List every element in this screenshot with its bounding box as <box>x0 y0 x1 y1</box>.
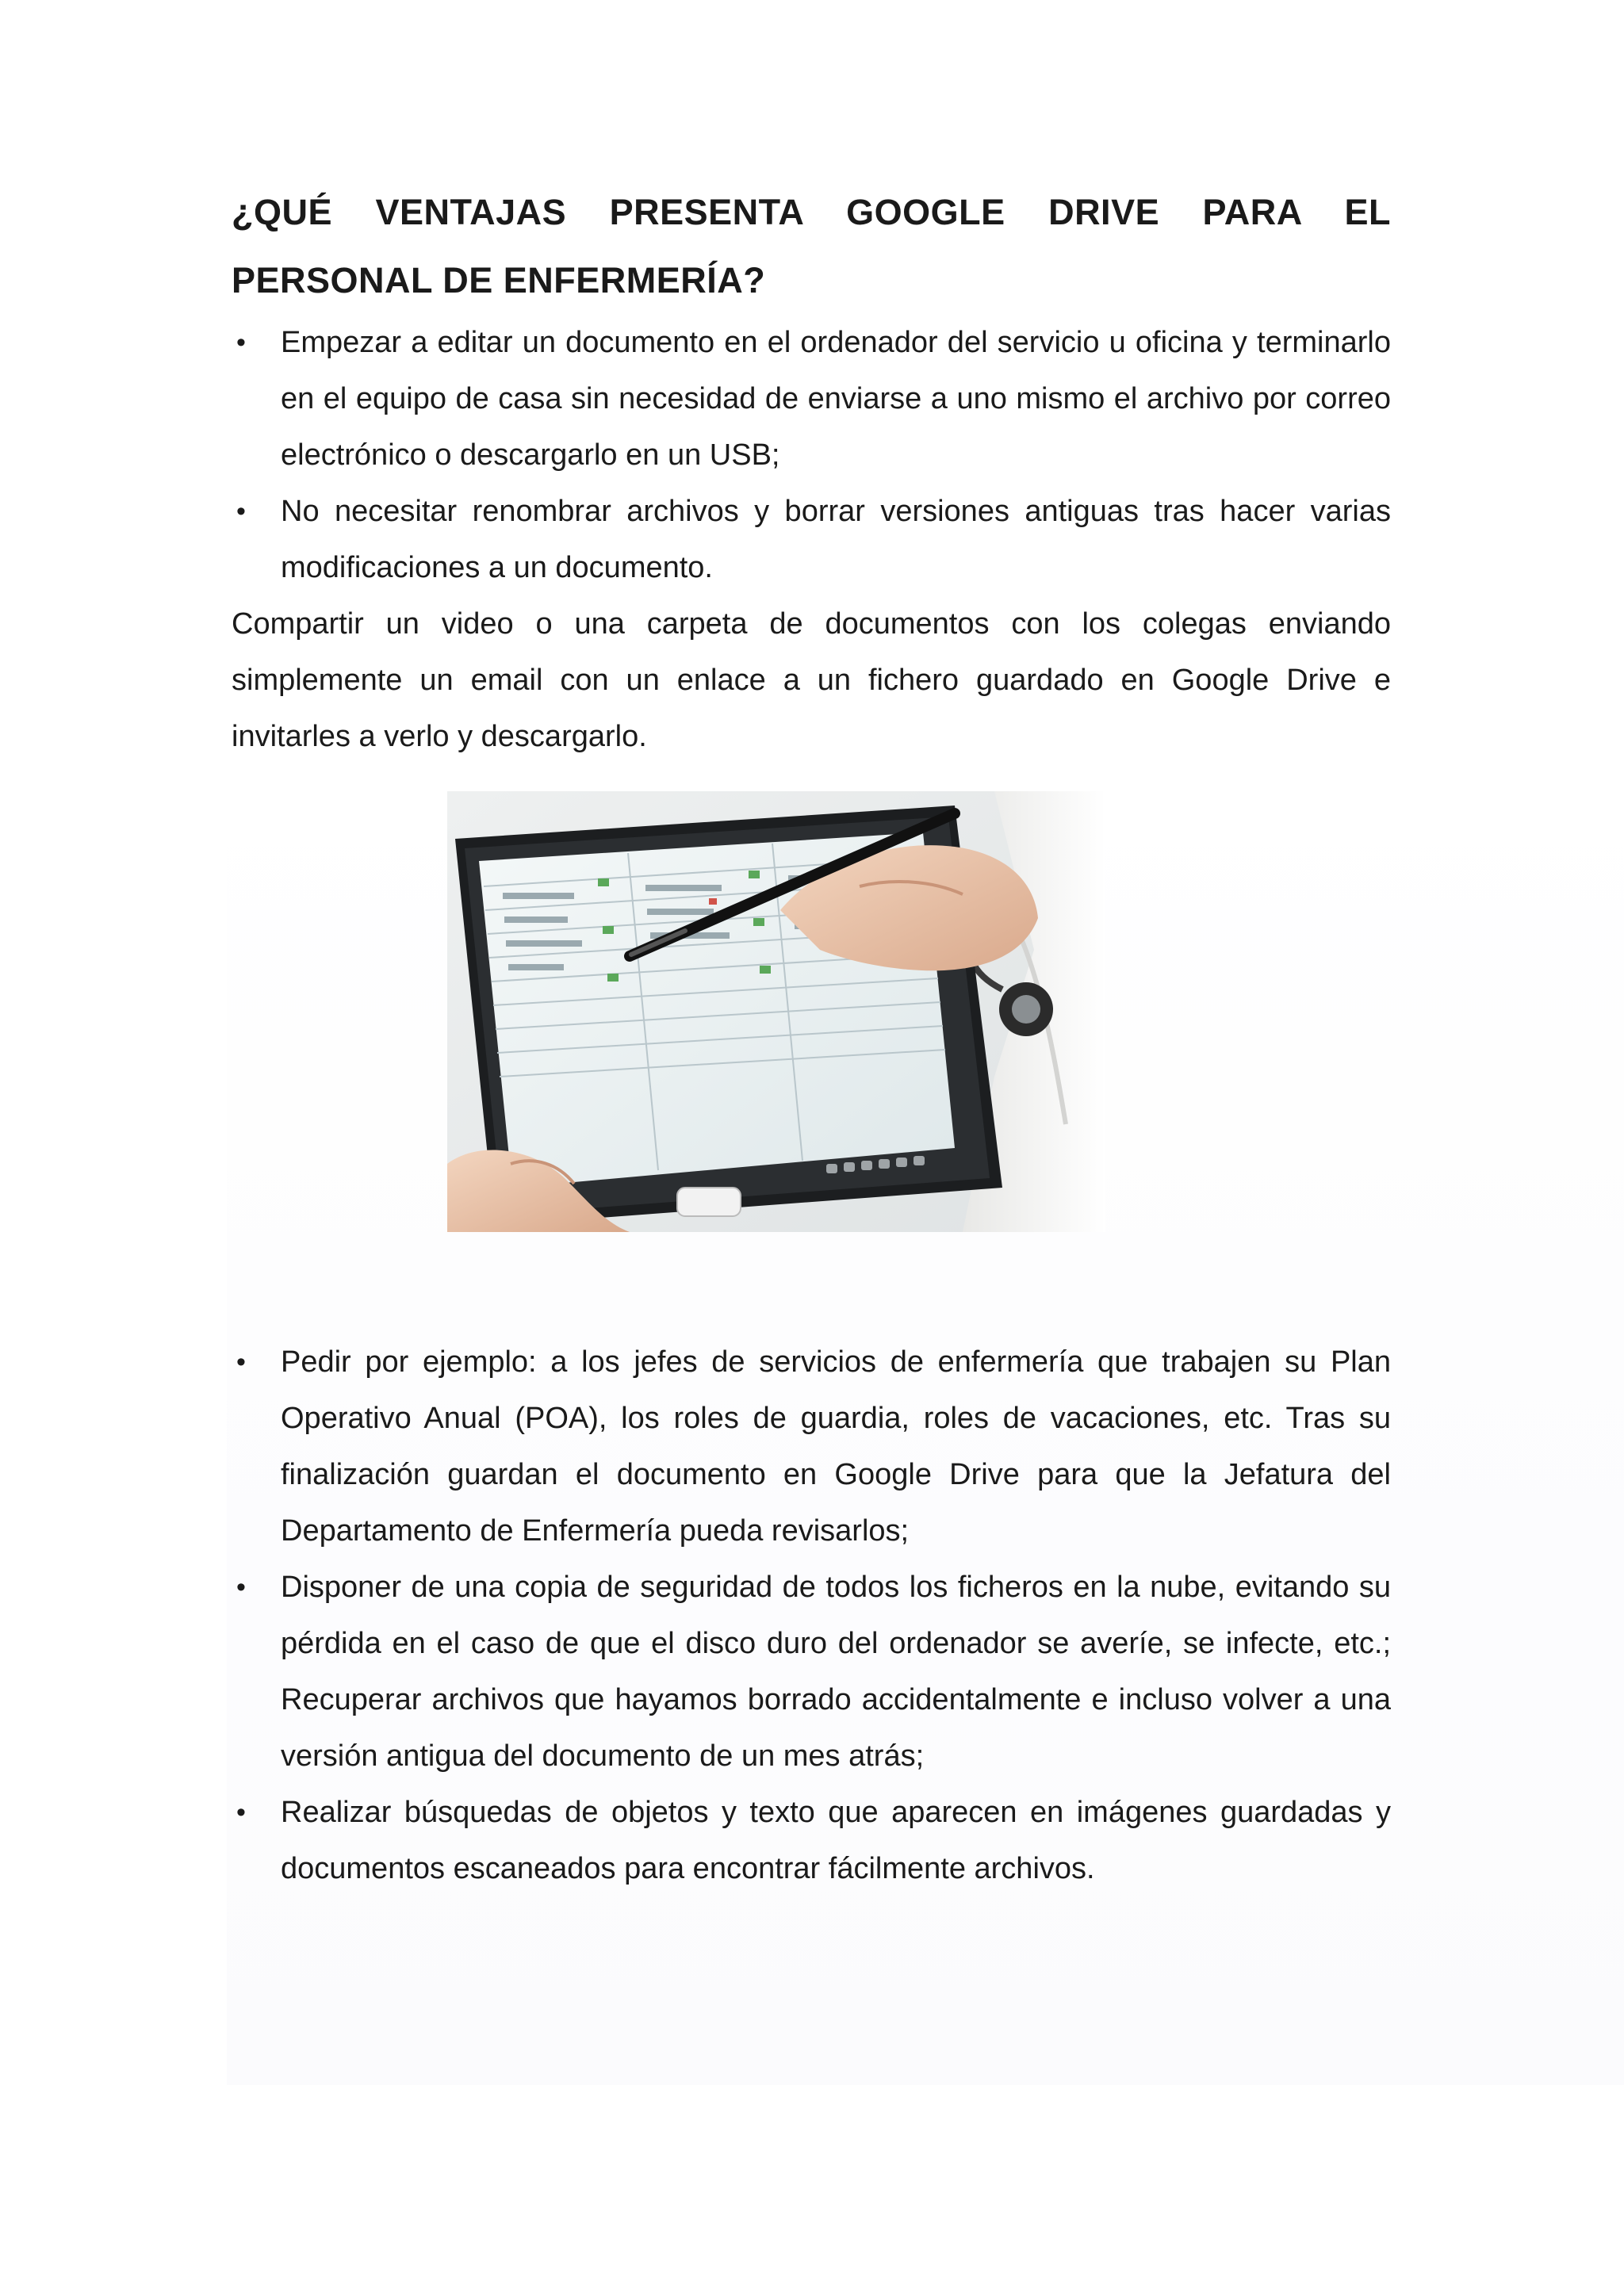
share-paragraph: Compartir un video o una carpeta de documentos con los colegas enviando simplemente un email con un enlace a un fichero guardado en Google Drive e invitarles a verlo y descargarlo. <box>232 607 1391 753</box>
bullet-icon: • <box>236 1797 246 1827</box>
list-item <box>232 484 1391 596</box>
document-title <box>232 178 1391 315</box>
list-item <box>232 315 1391 484</box>
bottom-section <box>232 1334 1391 1897</box>
title-line-2: PERSONAL DE ENFERMERÍA? <box>232 260 766 300</box>
list-item <box>232 1334 1391 1559</box>
bullet-icon: • <box>236 496 246 526</box>
list-item-text: Pedir por ejemplo: a los jefes de servicios de enfermería que trabajen su Plan Operativo Anual (POA), los roles de guardia, roles de vacaciones, etc. Tras su finalización guardan el documento en Google Drive para que la Jefatura del Departamento de Enfermería pueda revisarlos; <box>281 1345 1391 1548</box>
bullet-icon: • <box>236 1572 246 1602</box>
bullet-icon: • <box>236 327 246 358</box>
list-item-text: Realizar búsquedas de objetos y texto que aparecen en imágenes guardadas y documentos escaneados para encontrar fácilmente archivos. <box>281 1796 1391 1885</box>
bullet-icon: • <box>236 1347 246 1377</box>
title-line-1: ¿QUÉ VENTAJAS PRESENTA GOOGLE DRIVE PARA EL <box>232 192 1391 232</box>
list-item <box>232 1785 1391 1897</box>
tablet-with-stylus-icon <box>447 791 1105 1232</box>
list-item-text: No necesitar renombrar archivos y borrar versiones antiguas tras hacer varias modificaciones a un documento. <box>281 495 1391 584</box>
document-body <box>232 178 1391 765</box>
list-item-text: Empezar a editar un documento en el ordenador del servicio u oficina y terminarlo en el equipo de casa sin necesidad de enviarse a uno mismo el archivo por correo electrónico o descargarlo en un USB; <box>281 326 1391 472</box>
top-bullet-list <box>232 315 1391 596</box>
bottom-bullet-list <box>232 1334 1391 1897</box>
list-item <box>232 1559 1391 1785</box>
tablet-photo <box>447 791 1105 1232</box>
list-item-text: Disponer de una copia de seguridad de todos los ficheros en la nube, evitando su pérdida en el caso de que el disco duro del ordenador se averíe, se infecte, etc.; Recuperar archivos que hayamos borrado accidentalmente e incluso volver a una versión antigua del documento de un mes atrás; <box>281 1571 1391 1773</box>
